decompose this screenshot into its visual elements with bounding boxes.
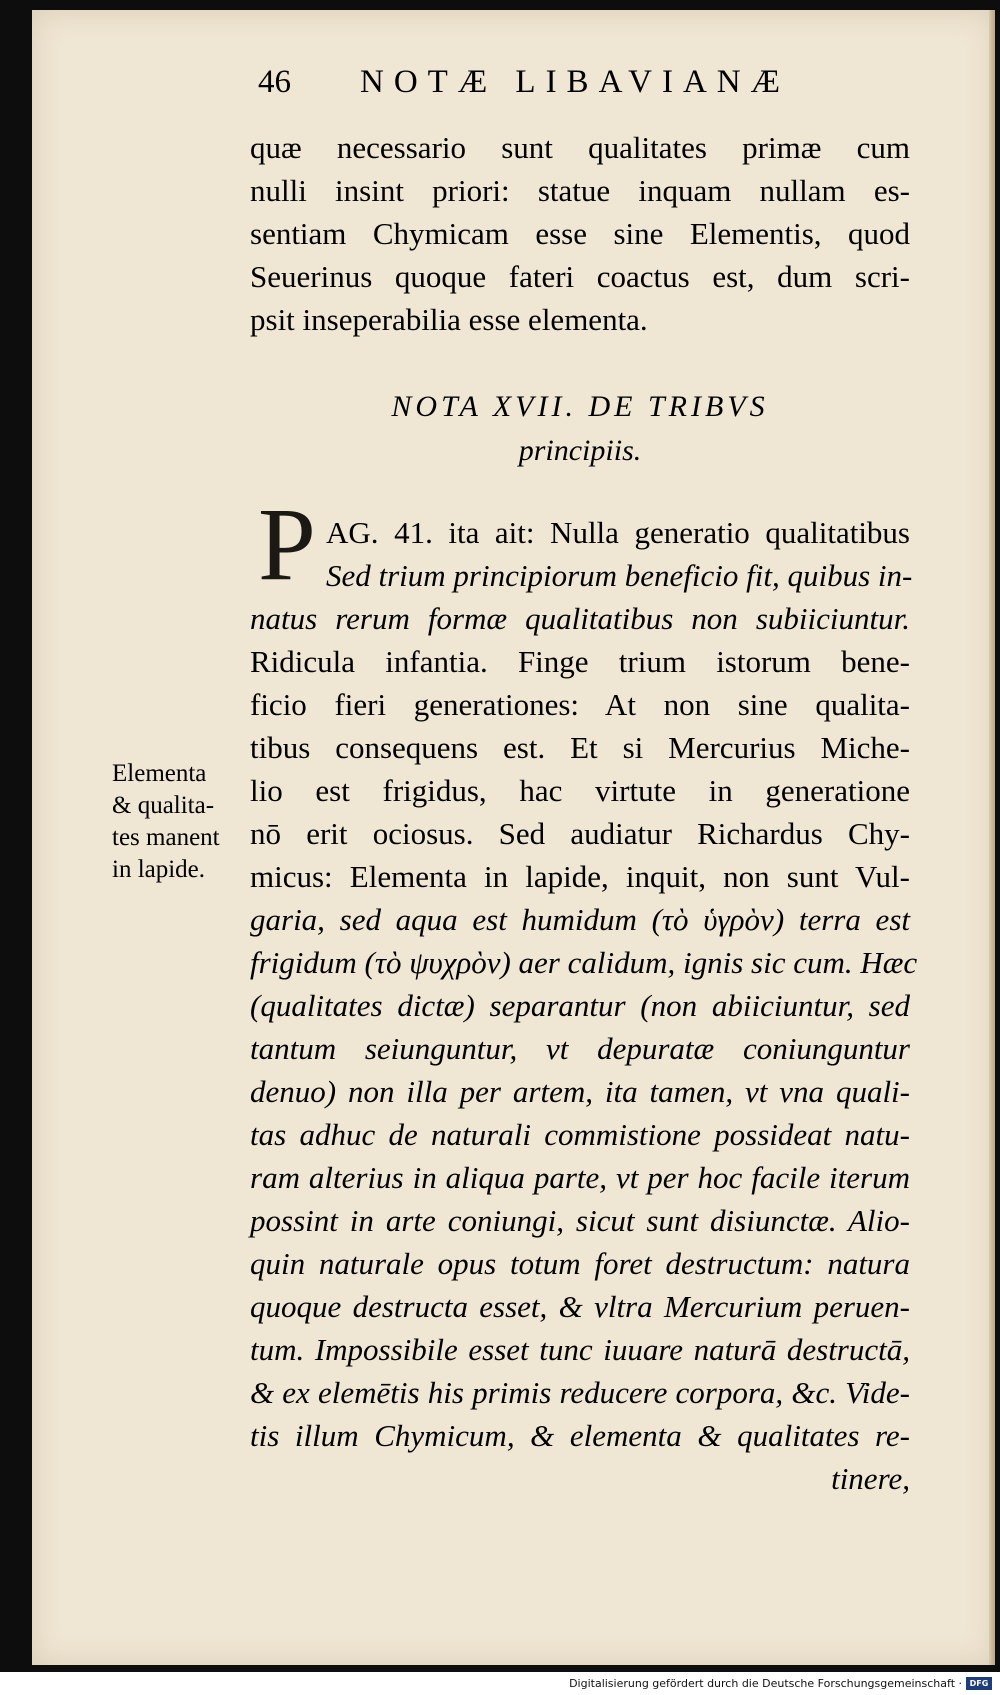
text-line: Sed trium principiorum beneficio fit, quibus in-: [326, 558, 913, 593]
margin-note: [112, 758, 272, 886]
text-line: quoque destructa esset, & vltra Mercurium peruen-: [250, 1289, 910, 1324]
heading-subtitle: principiis.: [518, 434, 642, 467]
text-line: ficio fieri generationes: At non sine qualita-: [250, 687, 910, 722]
text-line: psit inseperabilia esse elementa.: [250, 302, 648, 337]
text-line: nulli insint priori: statue inquam nullam es-: [250, 173, 910, 208]
page-edge: [989, 10, 995, 1665]
text-line: tantum seiunguntur, vt depuratæ coniunguntur: [250, 1031, 910, 1066]
dfg-logo: DFG: [966, 1677, 992, 1690]
margin-note-line: in lapide.: [112, 856, 206, 883]
margin-note-line: Elementa: [112, 760, 207, 787]
text-line: denuo) non illa per artem, ita tamen, vt vna quali-: [250, 1074, 910, 1109]
body-paragraph: [250, 511, 918, 1500]
text-line: (qualitates dictæ) separantur (non abiiciuntur, sed: [250, 988, 910, 1023]
margin-note-line: tes manent: [112, 824, 220, 851]
text-line: AG. 41. ita ait: Nulla generatio qualitatibus: [326, 515, 910, 550]
text-line: nō erit ociosus. Sed audiatur Richardus Chy-: [250, 816, 910, 851]
section-heading: [250, 385, 910, 473]
text-line: tibus consequens est. Et si Mercurius Miche-: [250, 730, 910, 765]
text-line: garia, sed aqua est humidum (τὸ ὑγρὸν) terra est: [250, 902, 910, 937]
digitization-footer: [0, 1674, 1000, 1695]
running-title: NOTÆ LIBAVIANÆ: [360, 64, 790, 100]
text-line: frigidum (τὸ ψυχρὸν) aer calidum, ignis sic cum. Hæc: [250, 945, 918, 980]
text-line: lio est frigidus, hac virtute in generatione: [250, 773, 910, 808]
text-line: Seuerinus quoque fateri coactus est, dum scri-: [250, 259, 910, 294]
text-line: Ridicula infantia. Finge trium istorum bene-: [250, 644, 910, 679]
text-line: micus: Elementa in lapide, inquit, non sunt Vul-: [250, 859, 910, 894]
running-head: [248, 64, 908, 114]
drop-cap: P: [258, 487, 316, 602]
page-number: 46: [258, 64, 291, 100]
text-line: tis illum Chymicum, & elementa & qualitates re-: [250, 1418, 910, 1453]
text-line: quin naturale opus totum foret destructum: natura: [250, 1246, 910, 1281]
margin-note-line: & qualita-: [112, 792, 215, 819]
text-line: tum. Impossibile esset tunc iuuare naturā destructā,: [250, 1332, 910, 1367]
text-line: ram alterius in aliqua parte, vt per hoc facile iterum: [250, 1160, 910, 1195]
text-line: natus rerum formæ qualitatibus non subiiciuntur.: [250, 601, 910, 636]
text-line: quæ necessario sunt qualitates primæ cum: [250, 130, 910, 165]
text-line: sentiam Chymicam esse sine Elementis, quod: [250, 216, 910, 251]
lead-paragraph: [250, 126, 910, 341]
footer-credit: Digitalisierung gefördert durch die Deutsche Forschungsgemeinschaft ·: [569, 1677, 962, 1690]
text-line: tinere,: [831, 1461, 910, 1496]
heading-title: NOTA XVII. DE TRIBVS: [391, 390, 769, 423]
text-line: possint in arte coniungi, sicut sunt disiunctæ. Alio-: [250, 1203, 910, 1238]
text-line: & ex elemētis his primis reducere corpora, &c. Vide-: [250, 1375, 910, 1410]
text-line: tas adhuc de naturali commistione possideat natu-: [250, 1117, 910, 1152]
